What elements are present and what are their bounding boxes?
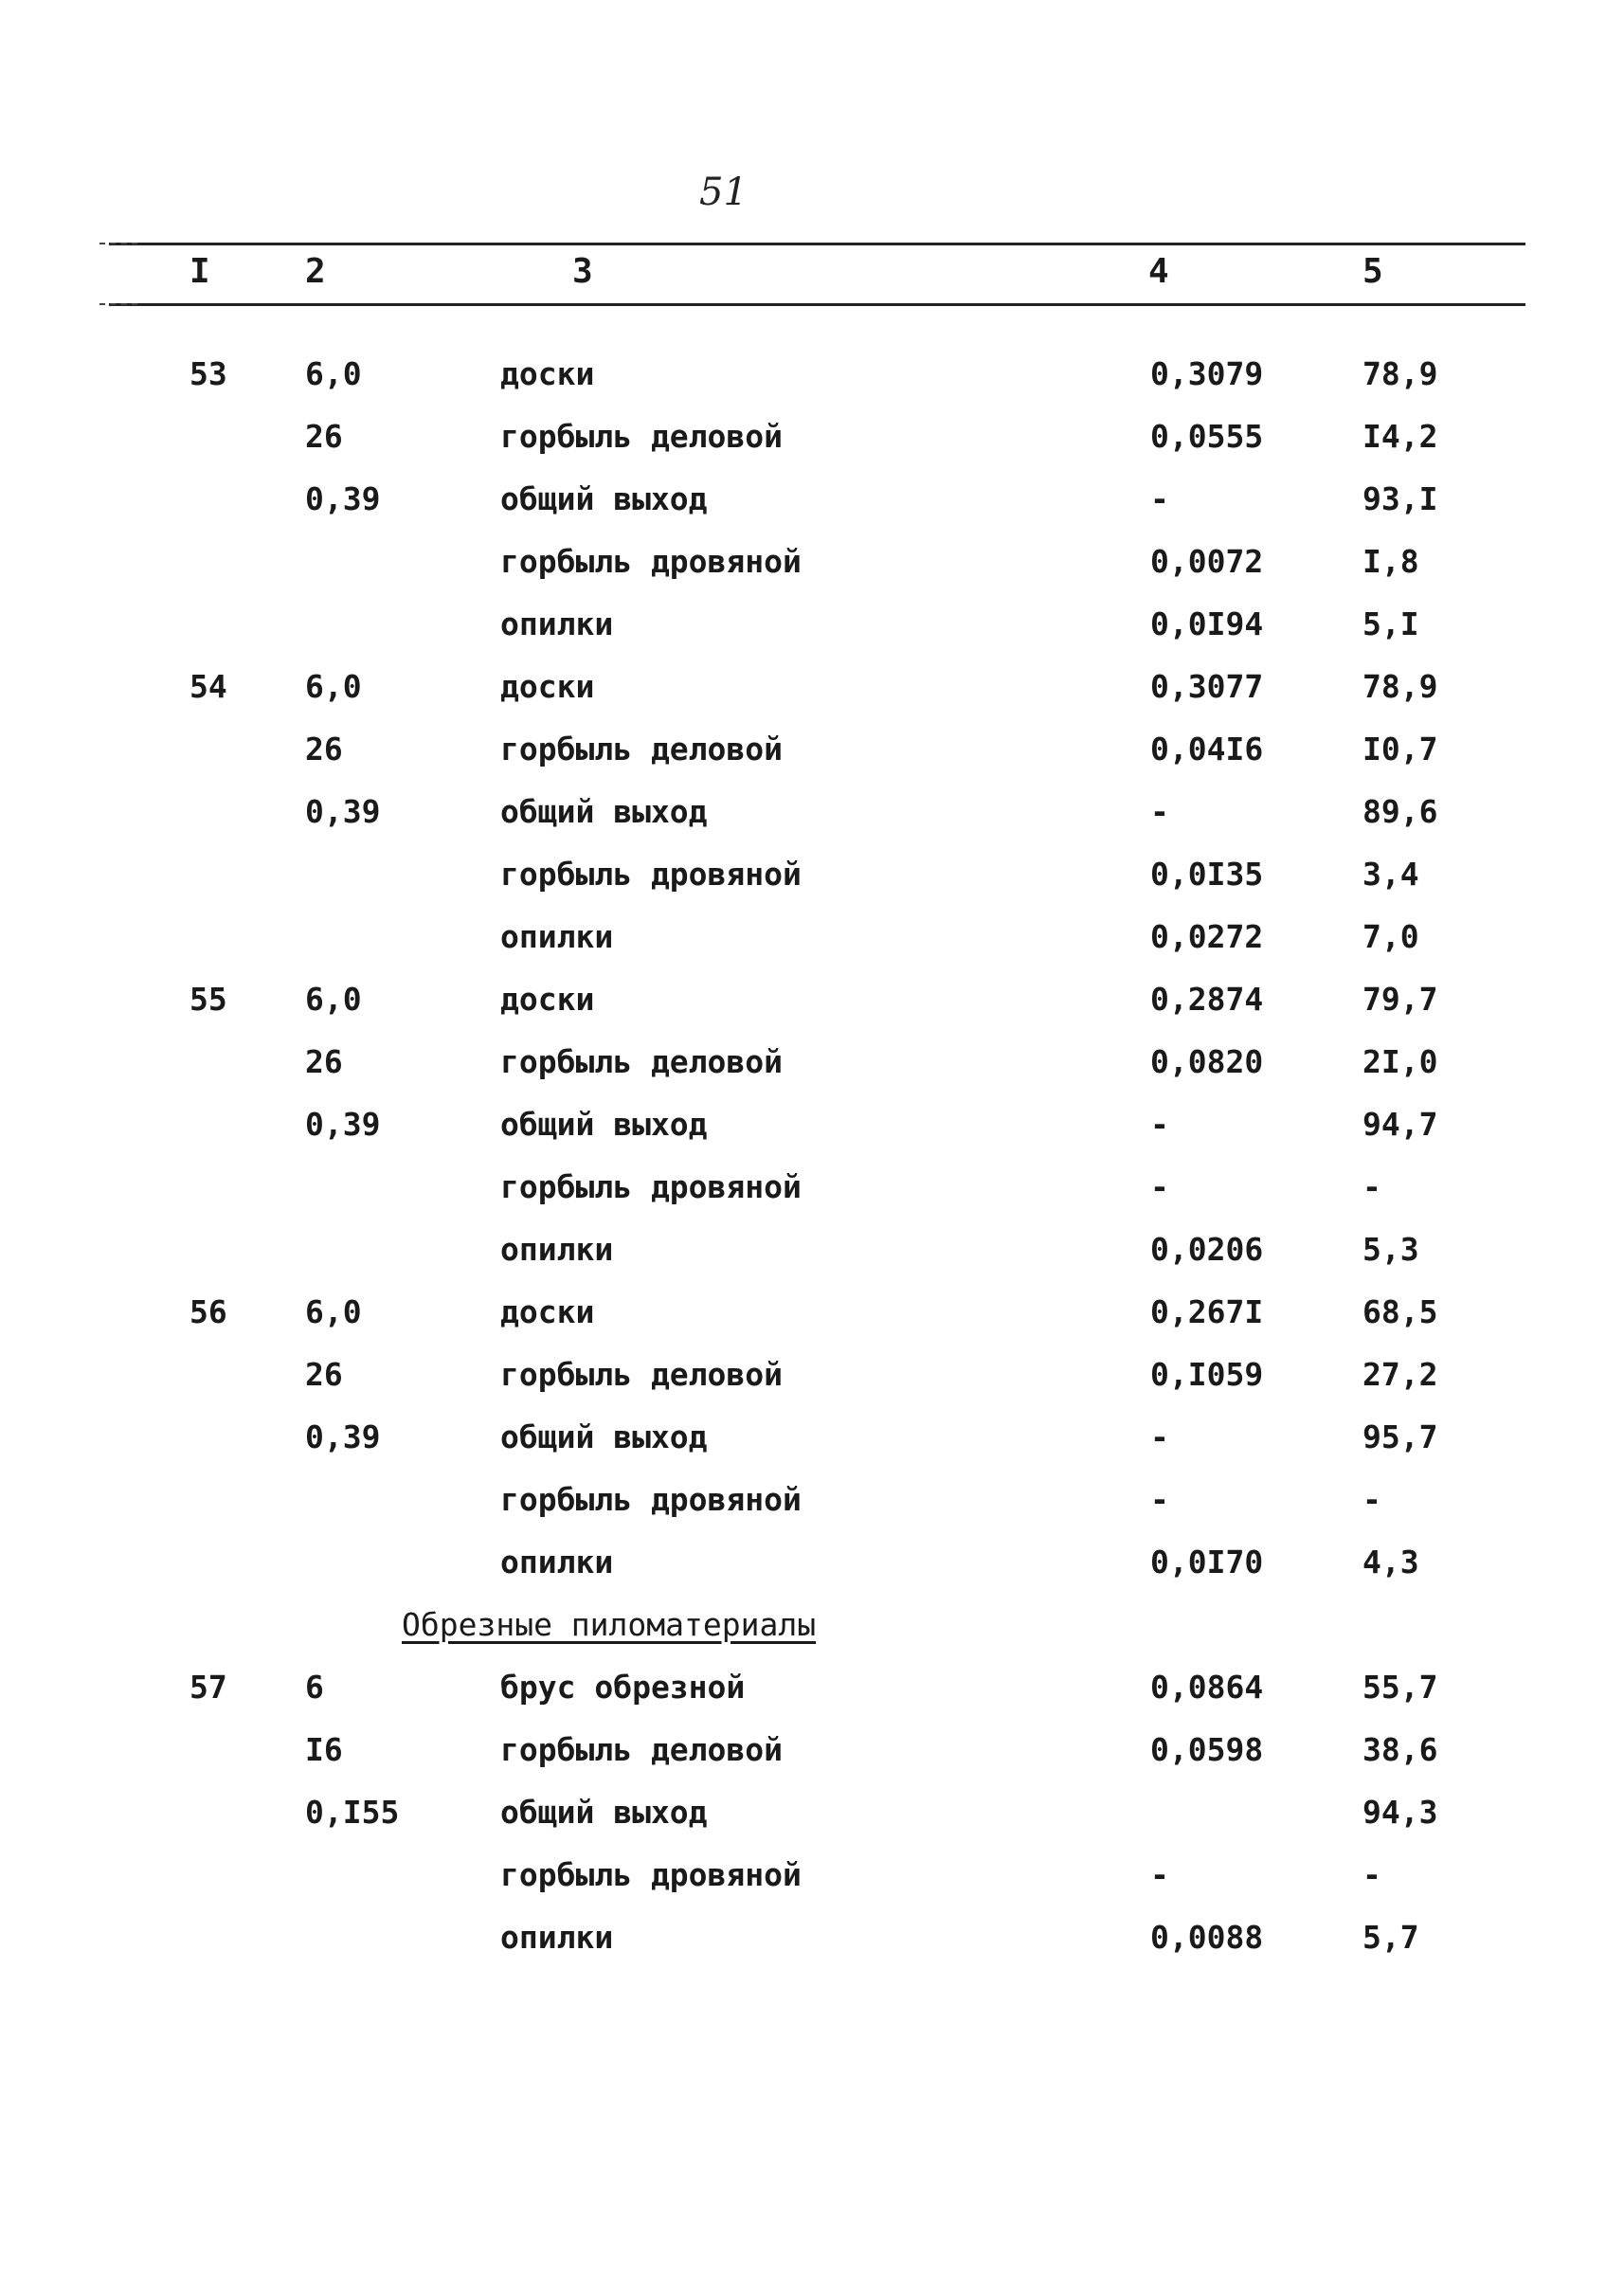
table-row: [0, 1906, 1624, 1969]
product-cell: горбыль дровяной: [500, 543, 802, 580]
volume-cell: 0,0272: [1150, 918, 1264, 955]
size-cell: 0,39: [305, 1418, 381, 1455]
volume-cell: 0,3079: [1150, 355, 1264, 392]
table-top-rule: [109, 243, 1525, 245]
size-cell: 26: [305, 1356, 343, 1393]
volume-cell: -: [1150, 793, 1169, 830]
product-cell: общий выход: [500, 480, 708, 517]
table-body: [0, 343, 1624, 1969]
percent-cell: -: [1362, 1856, 1381, 1893]
percent-cell: 94,3: [1362, 1794, 1438, 1831]
section-heading-row: [0, 1594, 1624, 1656]
product-cell: горбыль деловой: [500, 1356, 784, 1393]
product-cell: горбыль дровяной: [500, 1856, 802, 1893]
percent-cell: 5,3: [1362, 1231, 1419, 1268]
percent-cell: I4,2: [1362, 418, 1438, 455]
size-cell: 26: [305, 418, 343, 455]
product-cell: доски: [500, 981, 595, 1018]
volume-cell: 0,0206: [1150, 1231, 1264, 1268]
product-cell: общий выход: [500, 793, 708, 830]
volume-cell: -: [1150, 480, 1169, 517]
product-cell: общий выход: [500, 1418, 708, 1455]
table-row: [0, 1093, 1624, 1156]
row-number-cell: 54: [189, 668, 227, 705]
product-cell: горбыль деловой: [500, 1731, 784, 1768]
table-row: [0, 656, 1624, 718]
row-number-cell: 56: [189, 1293, 227, 1330]
product-cell: горбыль дровяной: [500, 1481, 802, 1518]
volume-cell: -: [1150, 1856, 1169, 1893]
product-cell: опилки: [500, 1919, 614, 1956]
volume-cell: -: [1150, 1106, 1169, 1143]
volume-cell: -: [1150, 1168, 1169, 1205]
percent-cell: 7,0: [1362, 918, 1419, 955]
product-cell: доски: [500, 1293, 595, 1330]
product-cell: опилки: [500, 605, 614, 642]
column-header-2: 2: [305, 252, 326, 291]
table-row: [0, 781, 1624, 843]
table-row: [0, 968, 1624, 1031]
volume-cell: 0,0I70: [1150, 1544, 1264, 1581]
percent-cell: 5,I: [1362, 605, 1419, 642]
table-row: [0, 1844, 1624, 1906]
percent-cell: 2I,0: [1362, 1043, 1438, 1080]
volume-cell: 0,0598: [1150, 1731, 1264, 1768]
volume-cell: 0,04I6: [1150, 731, 1264, 768]
table-row: [0, 1031, 1624, 1093]
size-cell: 6,0: [305, 1293, 362, 1330]
volume-cell: 0,267I: [1150, 1293, 1264, 1330]
percent-cell: 68,5: [1362, 1293, 1438, 1330]
percent-cell: I0,7: [1362, 731, 1438, 768]
column-header-3: 3: [572, 252, 593, 291]
row-number-cell: 57: [189, 1669, 227, 1706]
size-cell: I6: [305, 1731, 343, 1768]
table-row: [0, 1406, 1624, 1469]
table-row: [0, 843, 1624, 906]
percent-cell: 38,6: [1362, 1731, 1438, 1768]
table-row: [0, 1781, 1624, 1844]
volume-cell: 0,0864: [1150, 1669, 1264, 1706]
percent-cell: 5,7: [1362, 1919, 1419, 1956]
volume-cell: 0,0555: [1150, 418, 1264, 455]
table-row: [0, 1281, 1624, 1344]
percent-cell: 3,4: [1362, 856, 1419, 893]
table-row: [0, 718, 1624, 781]
row-number-cell: 53: [189, 355, 227, 392]
product-cell: доски: [500, 355, 595, 392]
product-cell: опилки: [500, 1231, 614, 1268]
percent-cell: 93,I: [1362, 480, 1438, 517]
percent-cell: -: [1362, 1481, 1381, 1518]
size-cell: 26: [305, 1043, 343, 1080]
product-cell: общий выход: [500, 1106, 708, 1143]
percent-cell: 89,6: [1362, 793, 1438, 830]
volume-cell: 0,0I94: [1150, 605, 1264, 642]
product-cell: брус обрезной: [500, 1669, 746, 1706]
percent-cell: 27,2: [1362, 1356, 1438, 1393]
table-row: [0, 531, 1624, 593]
size-cell: 0,39: [305, 1106, 381, 1143]
table-row: [0, 1344, 1624, 1406]
table-row: [0, 906, 1624, 968]
column-header-1: I: [189, 252, 210, 291]
row-number-cell: 55: [189, 981, 227, 1018]
table-row: [0, 406, 1624, 468]
table-row: [0, 593, 1624, 656]
column-header-5: 5: [1362, 252, 1383, 291]
table-row: [0, 1719, 1624, 1781]
section-title: Обрезные пиломатериалы: [402, 1606, 817, 1643]
product-cell: опилки: [500, 918, 614, 955]
table-header-row: [0, 248, 1624, 296]
size-cell: 0,39: [305, 793, 381, 830]
size-cell: 0,39: [305, 480, 381, 517]
table-row: [0, 468, 1624, 531]
column-header-4: 4: [1148, 252, 1169, 291]
size-cell: 6,0: [305, 981, 362, 1018]
percent-cell: 79,7: [1362, 981, 1438, 1018]
size-cell: 6,0: [305, 355, 362, 392]
percent-cell: 78,9: [1362, 668, 1438, 705]
size-cell: 6: [305, 1669, 324, 1706]
product-cell: горбыль деловой: [500, 1043, 784, 1080]
percent-cell: 95,7: [1362, 1418, 1438, 1455]
volume-cell: -: [1150, 1481, 1169, 1518]
size-cell: 26: [305, 731, 343, 768]
size-cell: 0,I55: [305, 1794, 400, 1831]
product-cell: опилки: [500, 1544, 614, 1581]
volume-cell: 0,0072: [1150, 543, 1264, 580]
volume-cell: 0,I059: [1150, 1356, 1264, 1393]
table-row: [0, 1156, 1624, 1219]
table-row: [0, 1531, 1624, 1594]
percent-cell: 94,7: [1362, 1106, 1438, 1143]
table-row: [0, 1469, 1624, 1531]
percent-cell: I,8: [1362, 543, 1419, 580]
product-cell: горбыль дровяной: [500, 1168, 802, 1205]
product-cell: горбыль дровяной: [500, 856, 802, 893]
percent-cell: 55,7: [1362, 1669, 1438, 1706]
volume-cell: 0,0I35: [1150, 856, 1264, 893]
size-cell: 6,0: [305, 668, 362, 705]
volume-cell: 0,0088: [1150, 1919, 1264, 1956]
volume-cell: -: [1150, 1418, 1169, 1455]
percent-cell: 78,9: [1362, 355, 1438, 392]
table-row: [0, 343, 1624, 406]
volume-cell: 0,0820: [1150, 1043, 1264, 1080]
table-row: [0, 1656, 1624, 1719]
table-row: [0, 1219, 1624, 1281]
product-cell: горбыль деловой: [500, 731, 784, 768]
percent-cell: -: [1362, 1168, 1381, 1205]
percent-cell: 4,3: [1362, 1544, 1419, 1581]
product-cell: общий выход: [500, 1794, 708, 1831]
volume-cell: 0,2874: [1150, 981, 1264, 1018]
product-cell: доски: [500, 668, 595, 705]
product-cell: горбыль деловой: [500, 418, 784, 455]
volume-cell: 0,3077: [1150, 668, 1264, 705]
table-header-rule: [109, 303, 1525, 306]
page-number: 51: [699, 171, 748, 214]
